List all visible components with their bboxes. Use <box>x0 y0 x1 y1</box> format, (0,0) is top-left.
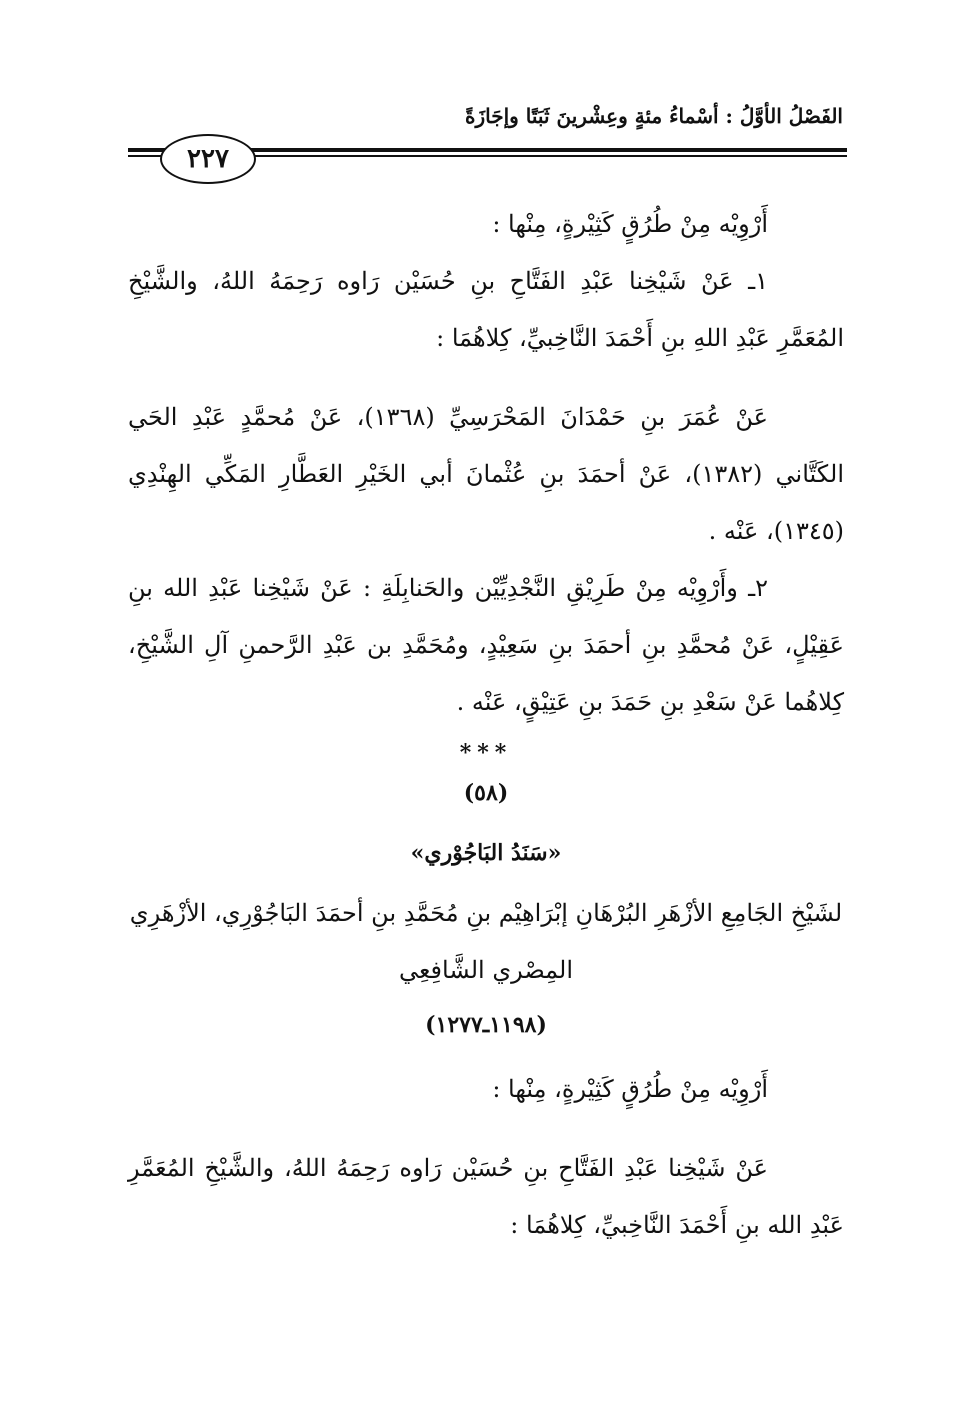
entry-subject: لشَيْخِ الجَامِعِ الأزْهَرِ البُرْهَانِ إبْرَاهِيْم بنِ مُحَمَّدِ بنِ أحمَدَ البَاجُوْرِي، الأزْهَرِي المِصْري الشَّافِعِي <box>129 899 843 984</box>
section-separator: *** <box>459 740 513 766</box>
paragraph-chain-2: ٢ـ وأَرْوِيْه مِنْ طَرِيْقِ النَّجْدِيِّيْن والحَنابِلَةِ : عَنْ شَيْخِنا عَبْدِ الله بنِ عَقِيْلٍ، عَنْ مُحمَّدِ بنِ أحمَدَ بنِ سَعِيْدٍ، ومُحَمَّدِ بن عَبْدِ الرَّحمنِ آلِ الشَّيْخِ، كِلاهُما عَنْ سَعْدِ بنِ حَمَدَ بنِ عَتِيْقٍ، عَنْه . <box>128 574 844 716</box>
paragraph-chain-1: ١ـ عَنْ شَيْخِنا عَبْدِ الفَتَّاحِ بنِ حُسَيْن رَاوه رَحِمَهُ اللهُ، والشَّيْخِ المُعَمَّرِ عَبْدِ اللهِ بنِ أَحْمَدَ النَّاخِبيِّ، كِلاهُمَا : <box>128 267 844 352</box>
paragraph-intro-1: أَرْوِيْه مِنْ طُرُقٍ كَثِيْرةٍ، مِنْها : <box>492 210 768 238</box>
paragraph-chain-1-continued: عَنْ عُمَرَ بنِ حَمْدَانَ المَحْرَسِيِّ (١٣٦٨)، عَنْ مُحمَّدٍ عَبْدِ الحَي الكَتَّاني (١٣٨٢)، عَنْ أحمَدَ بنِ عُثْمانَ أبي الخَيْرِ العَطَّارِ المَكِّي الهِنْدِي (١٣٤٥)، عَنْه . <box>128 403 845 545</box>
entry-number: (٥٨) <box>463 780 509 806</box>
paragraph-chain-3: عَنْ شَيْخِنا عَبْدِ الفَتَّاحِ بنِ حُسَيْن رَاوه رَحِمَهُ اللهُ، والشَّيْخِ المُعَمَّرِ عَبْدِ الله بنِ أَحْمَدَ النَّاخِبيِّ، كِلاهُمَا : <box>128 1154 844 1239</box>
page-number-badge <box>160 134 256 184</box>
page-number: ٢٢٧ <box>187 144 229 174</box>
entry-dates: (١١٩٨ـ١٢٧٧) <box>425 1012 547 1038</box>
page-body <box>128 196 844 1254</box>
entry-title: «سَنَدُ البَاجُوْري» <box>410 840 562 866</box>
paragraph-intro-2: أَرْوِيْه مِنْ طُرُقٍ كَثِيْرةٍ، مِنْها : <box>492 1075 768 1103</box>
running-title: الفَصْلُ الأوَّلُ : أسْماءُ مئةٍ وعِشْرينَ ثَبَتًا وإجَازَةً <box>465 104 843 128</box>
